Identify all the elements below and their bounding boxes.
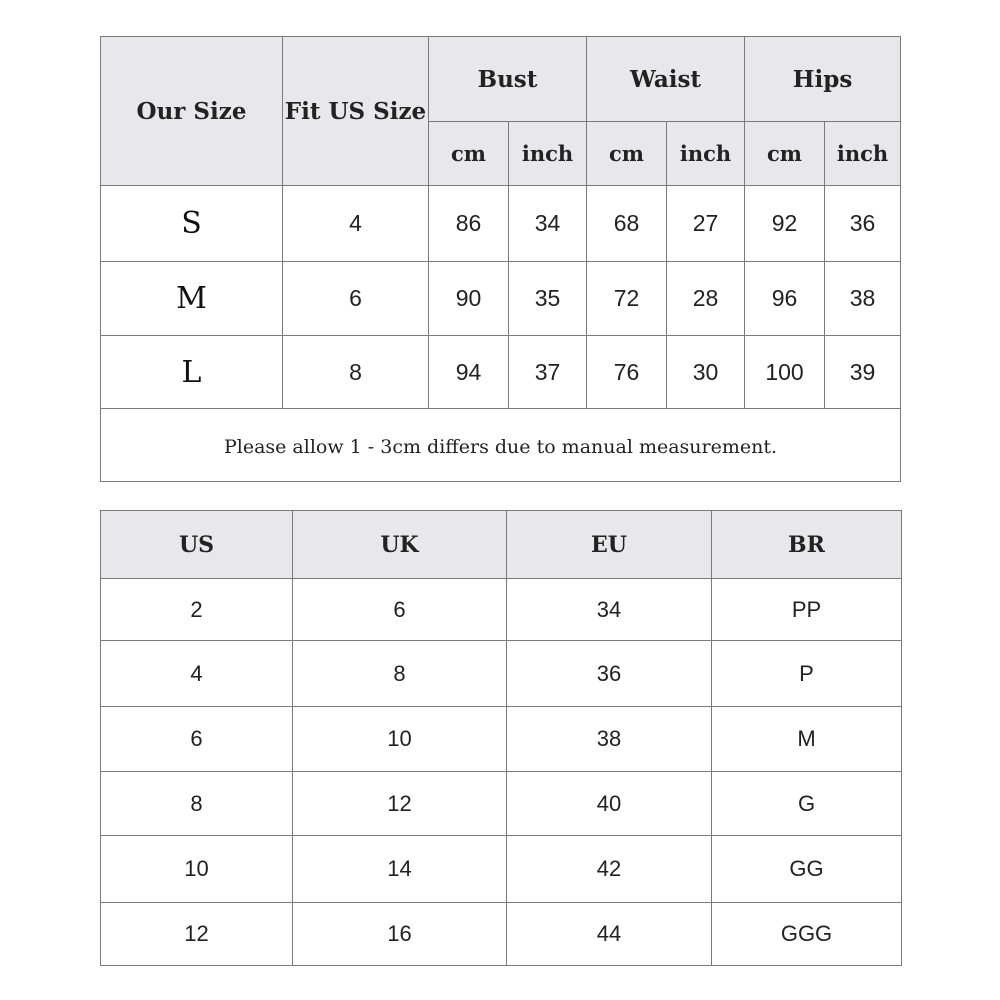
waist-inch-cell: 30	[667, 336, 745, 409]
hips-inch-cell: 38	[825, 262, 901, 336]
table-row	[101, 336, 901, 409]
unit-hips-cm: cm	[745, 122, 825, 186]
bust-cm-cell: 90	[429, 262, 509, 336]
measurement-note: Please allow 1 - 3cm differs due to manual measurement.	[101, 409, 901, 482]
us-cell: 10	[101, 836, 293, 903]
table-row	[101, 707, 902, 772]
table-row	[101, 772, 902, 836]
eu-cell: 44	[507, 903, 712, 966]
bust-cm-cell: 86	[429, 186, 509, 262]
size-conversion-table	[100, 510, 902, 966]
waist-inch-cell: 27	[667, 186, 745, 262]
unit-waist-inch: inch	[667, 122, 745, 186]
table-row	[101, 579, 902, 641]
waist-inch-cell: 28	[667, 262, 745, 336]
unit-waist-cm: cm	[587, 122, 667, 186]
br-cell: PP	[712, 579, 902, 641]
eu-cell: 38	[507, 707, 712, 772]
uk-cell: 16	[293, 903, 507, 966]
us-size-cell: 6	[283, 262, 429, 336]
bust-inch-cell: 34	[509, 186, 587, 262]
table-row	[101, 262, 901, 336]
hips-cm-cell: 96	[745, 262, 825, 336]
waist-cm-cell: 72	[587, 262, 667, 336]
bust-inch-cell: 37	[509, 336, 587, 409]
hips-inch-cell: 39	[825, 336, 901, 409]
us-cell: 6	[101, 707, 293, 772]
unit-bust-cm: cm	[429, 122, 509, 186]
header-uk: UK	[293, 511, 507, 579]
table-row	[101, 641, 902, 707]
uk-cell: 6	[293, 579, 507, 641]
header-our-size: Our Size	[101, 37, 283, 186]
bust-inch-cell: 35	[509, 262, 587, 336]
eu-cell: 40	[507, 772, 712, 836]
uk-cell: 8	[293, 641, 507, 707]
eu-cell: 34	[507, 579, 712, 641]
br-cell: G	[712, 772, 902, 836]
header-bust: Bust	[429, 37, 587, 122]
br-cell: GGG	[712, 903, 902, 966]
header-br: BR	[712, 511, 902, 579]
unit-bust-inch: inch	[509, 122, 587, 186]
our-size-cell: S	[101, 186, 283, 262]
br-cell: M	[712, 707, 902, 772]
our-size-cell: L	[101, 336, 283, 409]
eu-cell: 36	[507, 641, 712, 707]
hips-cm-cell: 100	[745, 336, 825, 409]
table-row	[101, 186, 901, 262]
table-row	[101, 836, 902, 903]
header-us: US	[101, 511, 293, 579]
unit-hips-inch: inch	[825, 122, 901, 186]
us-cell: 12	[101, 903, 293, 966]
us-cell: 8	[101, 772, 293, 836]
eu-cell: 42	[507, 836, 712, 903]
uk-cell: 14	[293, 836, 507, 903]
us-cell: 4	[101, 641, 293, 707]
header-waist: Waist	[587, 37, 745, 122]
uk-cell: 12	[293, 772, 507, 836]
our-size-cell: M	[101, 262, 283, 336]
br-cell: P	[712, 641, 902, 707]
us-size-cell: 4	[283, 186, 429, 262]
us-size-cell: 8	[283, 336, 429, 409]
header-eu: EU	[507, 511, 712, 579]
size-chart-table	[100, 36, 901, 482]
us-cell: 2	[101, 579, 293, 641]
waist-cm-cell: 68	[587, 186, 667, 262]
waist-cm-cell: 76	[587, 336, 667, 409]
br-cell: GG	[712, 836, 902, 903]
bust-cm-cell: 94	[429, 336, 509, 409]
header-fit-us-size: Fit US Size	[283, 37, 429, 186]
header-hips: Hips	[745, 37, 901, 122]
hips-inch-cell: 36	[825, 186, 901, 262]
uk-cell: 10	[293, 707, 507, 772]
hips-cm-cell: 92	[745, 186, 825, 262]
table-row	[101, 903, 902, 966]
